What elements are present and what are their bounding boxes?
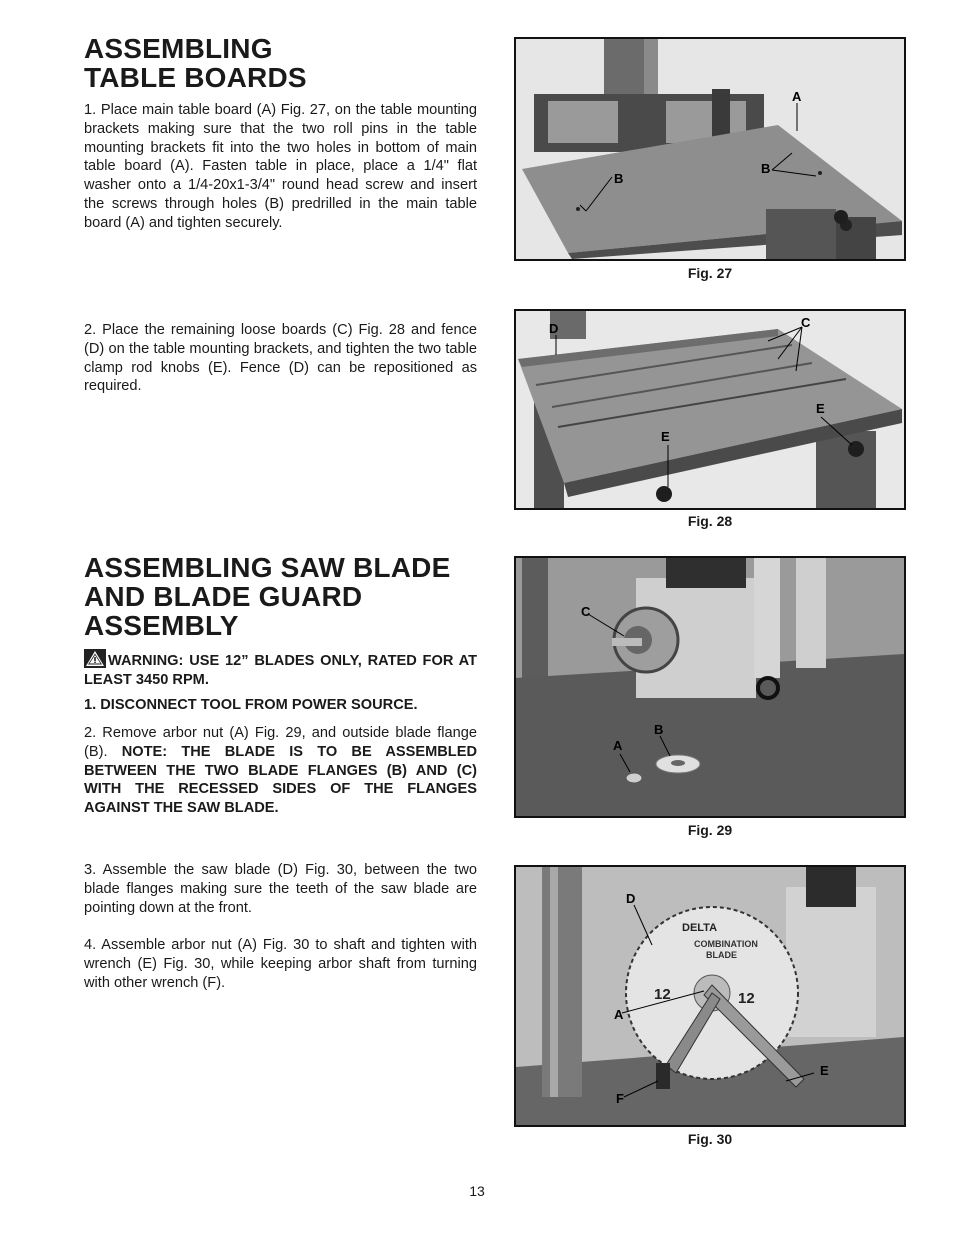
- step-note: NOTE: THE BLADE IS TO BE ASSEMBLED BETWEEN THE TWO BLADE FLANGES (B) AND (C) WITH THE RECESSED SIDES OF THE FLANGES AGAINST THE SAW BLADE.: [84, 743, 477, 817]
- section-title-saw-blade: [84, 553, 450, 640]
- label-d: D: [626, 891, 636, 906]
- label-d: D: [549, 321, 559, 336]
- blade-size: 12: [654, 986, 671, 1003]
- figure-27-caption: Fig. 27: [687, 265, 733, 281]
- figure-27-image: [514, 37, 906, 261]
- section-title-table-boards: [84, 34, 307, 92]
- warning-triangle-icon: [84, 649, 106, 668]
- step-text: 2. Remove arbor nut (A) Fig. 29, and outside blade flange (B).: [84, 725, 477, 760]
- blade-size: 12: [738, 990, 755, 1007]
- title-line: TABLE BOARDS: [84, 62, 307, 93]
- figure-28-caption: Fig. 28: [687, 513, 733, 529]
- label-c: C: [581, 604, 591, 619]
- label-b: B: [654, 722, 664, 737]
- step-2-loose-boards: 2. Place the remaining loose boards (C) Fig. 28 and fence (D) on the table mounting brackets, and tighten the two table clamp rod knobs (E). Fence (D) can be repositioned as required.: [84, 322, 477, 395]
- step-4-arbor-nut: 4. Assemble arbor nut (A) Fig. 30 to shaft and tighten with wrench (E) Fig. 30, while keeping arbor shaft from turning with other wrench (F).: [84, 937, 477, 991]
- warning-text: WARNING: USE 12” BLADES ONLY, RATED FOR AT LEAST 3450 RPM.: [84, 653, 477, 688]
- label-b: B: [614, 171, 624, 186]
- label-c: C: [801, 315, 811, 330]
- figure-29-caption: Fig. 29: [687, 822, 733, 838]
- label-e: E: [816, 401, 825, 416]
- blade-line2: BLADE: [706, 950, 737, 960]
- page-number: 13: [469, 1183, 485, 1199]
- label-e: E: [661, 429, 670, 444]
- step-1-table-board: 1. Place main table board (A) Fig. 27, on the table mounting brackets making sure that the two roll pins in the table mounting brackets fit into the two holes in bottom of main table board (A). Fasten table in place, place a 1/4" flat washer onto a 1/4-20x1-3/4" round head screw and insert the screws through holes (B) predrilled in the main table board (A) and tighten securely.: [84, 102, 477, 231]
- title-line: ASSEMBLING: [84, 33, 273, 64]
- label-f: F: [616, 1091, 624, 1106]
- title-line: ASSEMBLING SAW BLADE: [84, 552, 451, 583]
- step-2-remove-arbor: [84, 724, 477, 818]
- step-3-assemble-blade: 3. Assemble the saw blade (D) Fig. 30, between the two blade flanges making sure the teeth of the saw blade are pointing down at the front.: [84, 862, 477, 916]
- label-e: E: [820, 1063, 829, 1078]
- title-line: AND BLADE GUARD: [84, 581, 363, 612]
- blade-brand: DELTA: [682, 922, 718, 934]
- figure-30-image: [514, 865, 906, 1127]
- figure-29-image: [514, 556, 906, 818]
- warning-notice: [84, 649, 477, 690]
- label-b: B: [761, 161, 771, 176]
- label-a: A: [614, 1007, 624, 1022]
- label-a: A: [792, 89, 802, 104]
- step-1-disconnect: 1. DISCONNECT TOOL FROM POWER SOURCE.: [84, 697, 418, 713]
- blade-line1: COMBINATION: [694, 939, 758, 949]
- figure-30-caption: Fig. 30: [687, 1131, 733, 1147]
- title-line: ASSEMBLY: [84, 610, 239, 641]
- label-a: A: [613, 738, 623, 753]
- figure-28-image: [514, 309, 906, 510]
